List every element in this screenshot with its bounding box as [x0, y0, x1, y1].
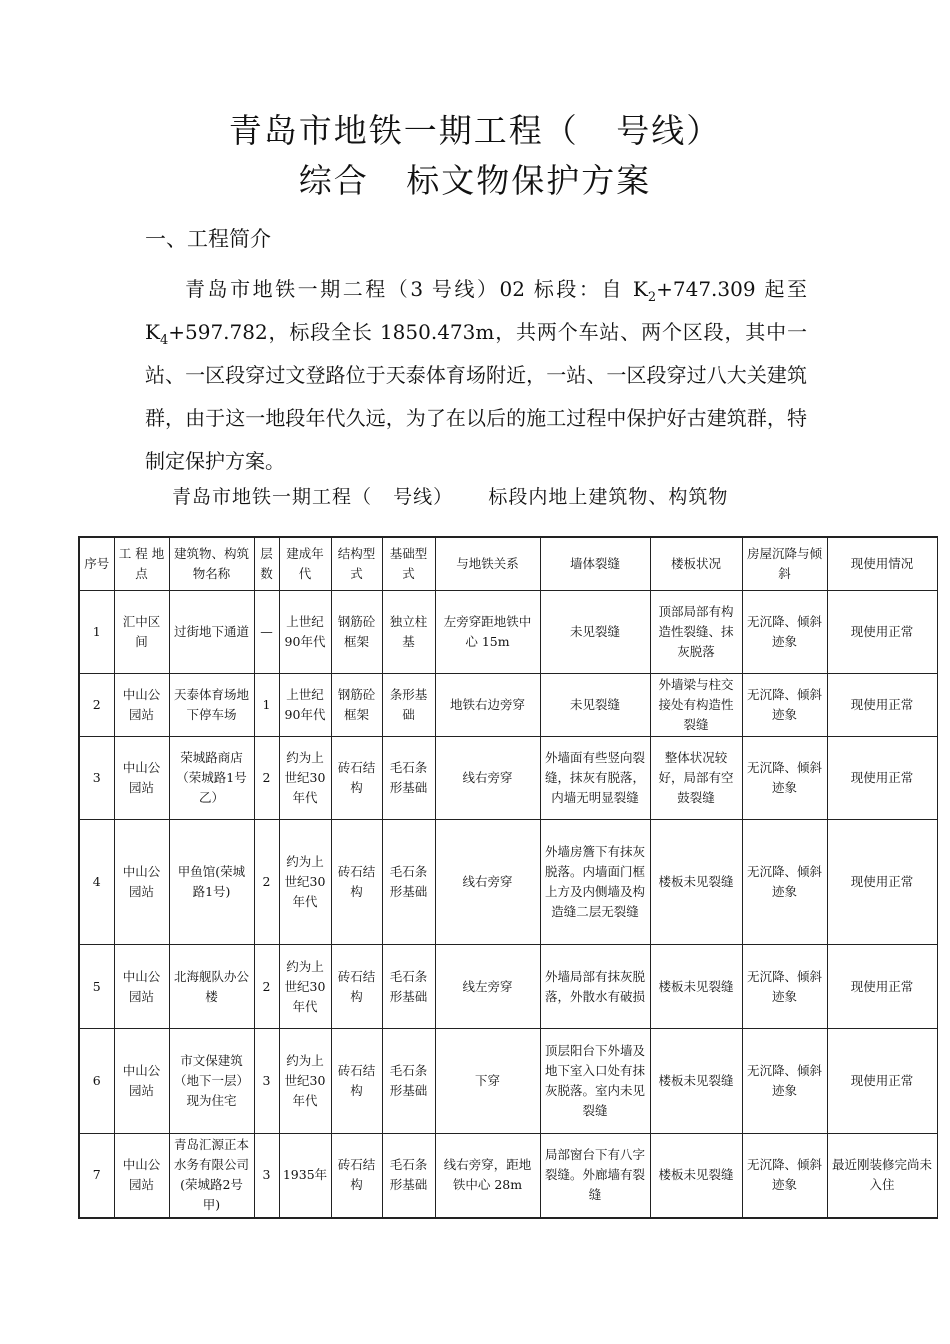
- cell-metro-relation: 左旁穿距地铁中心 15m: [435, 591, 540, 674]
- k2-subscript: 2: [647, 290, 657, 305]
- document-title-line1: 青岛市地铁一期工程（ 号线）: [228, 111, 722, 150]
- cell-floors: 1: [254, 674, 279, 737]
- table-header-row: [79, 537, 937, 591]
- cell-era: 1935年: [279, 1134, 331, 1218]
- cell-location: 中山公园站: [114, 945, 169, 1029]
- cell-index: 2: [79, 674, 114, 737]
- cell-building-name: 北海舰队办公楼: [169, 945, 254, 1029]
- header-cell: 现使用情况: [827, 537, 937, 591]
- cell-location: 中山公园站: [114, 1029, 169, 1134]
- cell-building-name: 天泰体育场地下停车场: [169, 674, 254, 737]
- table-row: [79, 674, 937, 737]
- cell-settlement: 无沉降、倾斜迹象: [742, 674, 827, 737]
- cell-wall-cracks: 未见裂缝: [540, 674, 650, 737]
- intro-paragraph: [145, 268, 807, 483]
- cell-floor-condition: 楼板未见裂缝: [650, 1029, 742, 1134]
- cell-floor-condition: 整体状况较好，局部有空鼓裂缝: [650, 737, 742, 820]
- cell-location: 中山公园站: [114, 820, 169, 945]
- cell-building-name: 市文保建筑（地下一层）现为住宅: [169, 1029, 254, 1134]
- cell-floor-condition: 楼板未见裂缝: [650, 945, 742, 1029]
- table-row: [79, 820, 937, 945]
- cell-metro-relation: 地铁右边旁穿: [435, 674, 540, 737]
- cell-index: 5: [79, 945, 114, 1029]
- cell-floors: 2: [254, 737, 279, 820]
- cell-wall-cracks: 外墙房簷下有抹灰脱落。内墙面门框上方及内侧墙及构造缝二层无裂缝: [540, 820, 650, 945]
- intro-text-1: 青岛市地铁一期二程（3 号线）02 标段：自 K: [185, 277, 648, 301]
- header-cell: 结构型式: [331, 537, 382, 591]
- header-cell: 基础型式: [382, 537, 435, 591]
- cell-metro-relation: 线右旁穿: [435, 820, 540, 945]
- cell-structure: 钢筋砼框架: [331, 674, 382, 737]
- intro-text-2: +747.309 起至 K: [145, 277, 807, 344]
- header-cell: 层数: [254, 537, 279, 591]
- cell-floors: 2: [254, 945, 279, 1029]
- cell-settlement: 无沉降、倾斜迹象: [742, 591, 827, 674]
- header-cell: 建筑物、构筑物名称: [169, 537, 254, 591]
- k4-subscript: 4: [159, 333, 169, 348]
- header-cell: 建成年代: [279, 537, 331, 591]
- cell-usage: 现使用正常: [827, 674, 937, 737]
- cell-usage: 现使用正常: [827, 945, 937, 1029]
- header-cell: 房屋沉降与倾斜: [742, 537, 827, 591]
- cell-wall-cracks: 顶层阳台下外墙及地下室入口处有抹灰脱落。室内未见裂缝: [540, 1029, 650, 1134]
- table-caption: 青岛市地铁一期工程（ 号线） 标段内地上建筑物、构筑物: [172, 486, 729, 508]
- cell-settlement: 无沉降、倾斜迹象: [742, 1029, 827, 1134]
- cell-floors: 2: [254, 820, 279, 945]
- cell-wall-cracks: 局部窗台下有八字裂缝。外廊墙有裂缝: [540, 1134, 650, 1218]
- cell-structure: 砖石结构: [331, 820, 382, 945]
- cell-building-name: 甲鱼馆(荣城路1号): [169, 820, 254, 945]
- cell-metro-relation: 线左旁穿: [435, 945, 540, 1029]
- cell-metro-relation: 线右旁穿: [435, 737, 540, 820]
- cell-index: 3: [79, 737, 114, 820]
- cell-foundation: 毛石条形基础: [382, 820, 435, 945]
- cell-floors: 3: [254, 1029, 279, 1134]
- cell-usage: 现使用正常: [827, 820, 937, 945]
- table-row: [79, 737, 937, 820]
- cell-foundation: 独立柱基: [382, 591, 435, 674]
- buildings-table: [78, 536, 938, 1219]
- cell-structure: 钢筋砼框架: [331, 591, 382, 674]
- cell-usage: 现使用正常: [827, 737, 937, 820]
- cell-floor-condition: 外墙梁与柱交接处有构造性裂缝: [650, 674, 742, 737]
- cell-floors: —: [254, 591, 279, 674]
- table-row: [79, 591, 937, 674]
- header-cell: 工 程 地 点: [114, 537, 169, 591]
- table-row: [79, 1029, 937, 1134]
- cell-floor-condition: 楼板未见裂缝: [650, 820, 742, 945]
- header-cell: 楼板状况: [650, 537, 742, 591]
- cell-index: 4: [79, 820, 114, 945]
- cell-floor-condition: 顶部局部有构造性裂缝、抹灰脱落: [650, 591, 742, 674]
- cell-foundation: 毛石条形基础: [382, 737, 435, 820]
- cell-metro-relation: 线右旁穿，距地铁中心 28m: [435, 1134, 540, 1218]
- cell-usage: 现使用正常: [827, 1029, 937, 1134]
- cell-index: 7: [79, 1134, 114, 1218]
- table-row: [79, 1134, 937, 1218]
- cell-settlement: 无沉降、倾斜迹象: [742, 820, 827, 945]
- header-cell: 与地铁关系: [435, 537, 540, 591]
- cell-floor-condition: 楼板未见裂缝: [650, 1134, 742, 1218]
- cell-foundation: 毛石条形基础: [382, 945, 435, 1029]
- cell-era: 约为上世纪30年代: [279, 820, 331, 945]
- cell-wall-cracks: 外墙局部有抹灰脱落，外散水有破损: [540, 945, 650, 1029]
- cell-wall-cracks: 外墙面有些竖向裂缝，抹灰有脱落，内墙无明显裂缝: [540, 737, 650, 820]
- cell-wall-cracks: 未见裂缝: [540, 591, 650, 674]
- cell-structure: 砖石结构: [331, 1029, 382, 1134]
- header-cell: 序号: [79, 537, 114, 591]
- cell-settlement: 无沉降、倾斜迹象: [742, 1134, 827, 1218]
- cell-foundation: 条形基础: [382, 674, 435, 737]
- intro-text-3: +597.782，标段全长 1850.473m，共两个车站、两个区段，其中一站、一区段穿过文登路位于天泰体育场附近，一站、一区段穿过八大关建筑群，由于这一地段年代久远，为了在以后的施工过程中保护好古建筑群，特制定保护方案。: [145, 320, 807, 473]
- cell-era: 上世纪90年代: [279, 674, 331, 737]
- cell-index: 1: [79, 591, 114, 674]
- cell-location: 中山公园站: [114, 737, 169, 820]
- cell-floors: 3: [254, 1134, 279, 1218]
- table-row: [79, 945, 937, 1029]
- cell-structure: 砖石结构: [331, 737, 382, 820]
- cell-foundation: 毛石条形基础: [382, 1134, 435, 1218]
- cell-era: 约为上世纪30年代: [279, 945, 331, 1029]
- cell-location: 中山公园站: [114, 674, 169, 737]
- cell-structure: 砖石结构: [331, 945, 382, 1029]
- cell-location: 中山公园站: [114, 1134, 169, 1218]
- cell-usage: 现使用正常: [827, 591, 937, 674]
- section-heading: 一、工程简介: [145, 227, 271, 251]
- document-title-line2: 综合 标文物保护方案: [298, 161, 652, 200]
- cell-index: 6: [79, 1029, 114, 1134]
- cell-usage: 最近刚装修完尚未入住: [827, 1134, 937, 1218]
- cell-foundation: 毛石条形基础: [382, 1029, 435, 1134]
- cell-era: 约为上世纪30年代: [279, 737, 331, 820]
- cell-era: 约为上世纪30年代: [279, 1029, 331, 1134]
- cell-settlement: 无沉降、倾斜迹象: [742, 945, 827, 1029]
- cell-location: 汇中区间: [114, 591, 169, 674]
- header-cell: 墙体裂缝: [540, 537, 650, 591]
- cell-building-name: 青岛汇源正本水务有限公司(荣城路2号甲): [169, 1134, 254, 1218]
- cell-metro-relation: 下穿: [435, 1029, 540, 1134]
- cell-building-name: 荣城路商店（荣城路1号乙）: [169, 737, 254, 820]
- cell-settlement: 无沉降、倾斜迹象: [742, 737, 827, 820]
- cell-era: 上世纪90年代: [279, 591, 331, 674]
- cell-building-name: 过街地下通道: [169, 591, 254, 674]
- cell-structure: 砖石结构: [331, 1134, 382, 1218]
